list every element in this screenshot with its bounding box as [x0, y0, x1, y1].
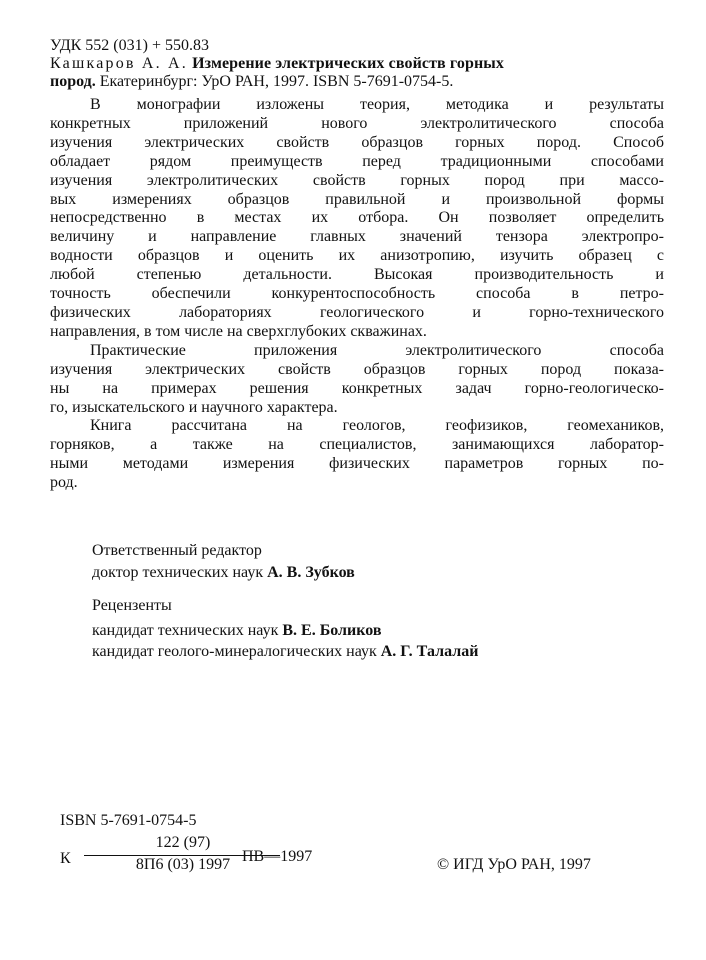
reviewers-label: Рецензенты: [92, 597, 172, 614]
k-numerator: 122 (97): [155, 834, 211, 851]
k-letter: К: [60, 850, 71, 867]
footer-isbn: ISBN 5-7691-0754-5: [60, 812, 197, 829]
abstract-line: непосредственно в местах их отбора. Он позволяет определить: [50, 209, 664, 227]
copyright: © ИГД УрО РАН, 1997: [437, 856, 591, 873]
reviewer-1-degree: кандидат технических наук: [92, 622, 279, 639]
reviewer-2-line: [92, 643, 478, 661]
classification-code: [60, 834, 360, 884]
abstract-line: величину и направление главных значений тензора электропро-: [50, 228, 664, 246]
author: Кашкаров А. А.: [50, 55, 188, 72]
abstract-line: ными методами измерения физических параметров горных по-: [50, 455, 664, 473]
k-denominator: 8П6 (03) 1997: [135, 856, 231, 873]
abstract-line: точность обеспечили конкурентоспособность способа в петро-: [50, 285, 664, 303]
editor-line: [92, 564, 355, 582]
editor-label: Ответственный редактор: [92, 542, 262, 559]
abstract-line: изучения электролитических свойств горных пород при массо-: [50, 171, 664, 189]
editor-name: А. В. Зубков: [267, 564, 355, 581]
editor-degree: доктор технических наук: [92, 564, 264, 581]
reviewer-2-degree: кандидат геолого-минералогических наук: [92, 643, 377, 660]
abstract-line: изучения электрических свойств образцов горных пород показа-: [50, 360, 664, 378]
abstract-line: изучения электрических свойств образцов горных пород. Способ: [50, 133, 664, 151]
udk-line: [50, 37, 672, 55]
abstract-line: физических лабораториях геологического и горно-технического: [50, 303, 664, 321]
pv-code: ПВ—1997: [242, 848, 313, 865]
abstract-line: конкретных приложений нового электролитического способа: [50, 114, 664, 132]
reviewer-1-line: [92, 622, 382, 640]
abstract: [50, 96, 664, 493]
bibliographic-line-1: [50, 55, 672, 73]
abstract-line: Книга рассчитана на геологов, геофизиков, геомехаников,: [90, 417, 664, 435]
abstract-line: го, изыскательского и научного характера.: [50, 398, 338, 416]
abstract-line: направления, в том числе на сверхглубоких скважинах.: [50, 322, 427, 340]
abstract-line: В монографии изложены теория, методика и результаты: [90, 96, 664, 113]
abstract-line: род.: [50, 474, 78, 492]
abstract-line: ны на примерах решения конкретных задач горно-геологическо-: [50, 379, 664, 397]
abstract-line: горняков, а также на специалистов, занимающихся лаборатор-: [50, 436, 664, 454]
reviewer-2-name: А. Г. Талалай: [380, 643, 479, 660]
book-title-part-2: пород.: [50, 73, 96, 90]
abstract-line: любой степенью детальности. Высокая производительность и: [50, 266, 664, 284]
abstract-line: обладает рядом преимуществ перед традиционными способами: [50, 152, 664, 170]
abstract-line: водности образцов и оценить их анизотропию, изучить образец с: [50, 247, 664, 265]
abstract-line: вых измерениях образцов правильной и произвольной формы: [50, 190, 664, 208]
imprint: Екатеринбург: УрО РАН, 1997. ISBN 5-7691-0754-5.: [99, 73, 454, 90]
bibliographic-line-2: [50, 73, 672, 91]
reviewer-1-name: В. Е. Боликов: [282, 622, 382, 639]
udk-code: УДК 552 (031) + 550.83: [50, 37, 209, 54]
abstract-line: Практические приложения электролитического способа: [90, 341, 664, 359]
book-title-part-1: Измерение электрических свойств горных: [192, 55, 504, 72]
